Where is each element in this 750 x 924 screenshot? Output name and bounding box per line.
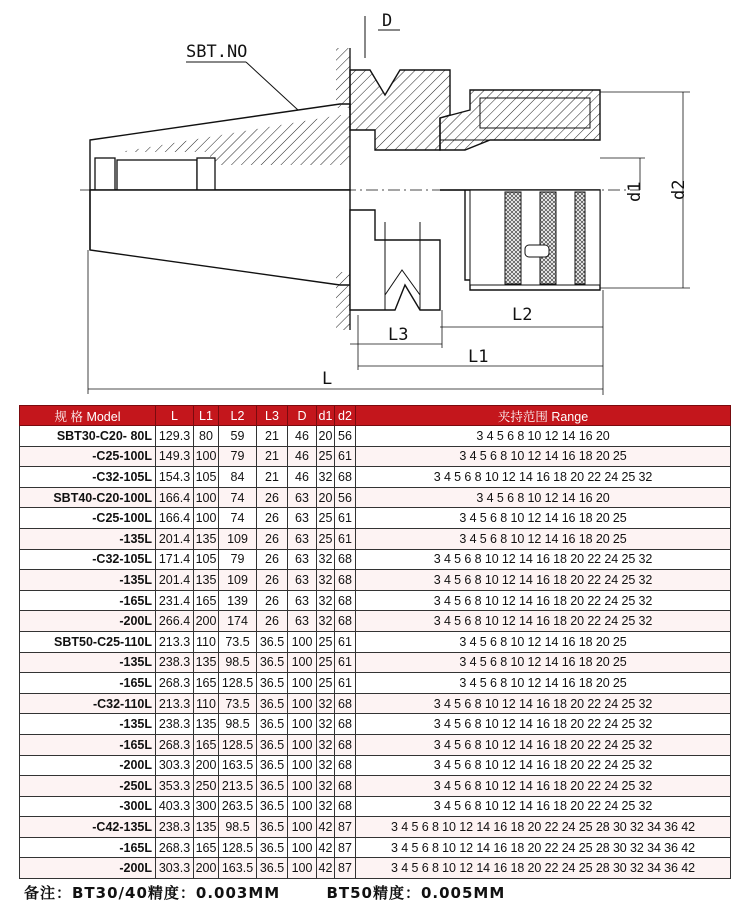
- table-row: [20, 631, 731, 652]
- value-cell: 26: [257, 570, 288, 591]
- value-cell: 36.5: [257, 734, 288, 755]
- range-cell: 3 4 5 6 8 10 12 14 16 18 20 25: [356, 631, 731, 652]
- value-cell: 266.4: [156, 611, 194, 632]
- value-cell: 100: [194, 446, 219, 467]
- value-cell: 61: [335, 528, 356, 549]
- column-header: L2: [219, 406, 257, 426]
- model-cell: -250L: [20, 776, 156, 797]
- value-cell: 25: [317, 446, 335, 467]
- value-cell: 80: [194, 426, 219, 447]
- model-cell: -165L: [20, 734, 156, 755]
- value-cell: 100: [288, 693, 317, 714]
- model-cell: SBT40-C20-100L: [20, 487, 156, 508]
- value-cell: 135: [194, 652, 219, 673]
- value-cell: 268.3: [156, 837, 194, 858]
- value-cell: 63: [288, 528, 317, 549]
- value-cell: 135: [194, 570, 219, 591]
- value-cell: 165: [194, 673, 219, 694]
- range-cell: 3 4 5 6 8 10 12 14 16 20: [356, 426, 731, 447]
- value-cell: 201.4: [156, 570, 194, 591]
- value-cell: 250: [194, 776, 219, 797]
- value-cell: 68: [335, 467, 356, 488]
- value-cell: 135: [194, 528, 219, 549]
- range-cell: 3 4 5 6 8 10 12 14 16 18 20 22 24 25 32: [356, 590, 731, 611]
- value-cell: 100: [288, 755, 317, 776]
- value-cell: 98.5: [219, 652, 257, 673]
- table-row: [20, 714, 731, 735]
- value-cell: 36.5: [257, 796, 288, 817]
- value-cell: 61: [335, 673, 356, 694]
- range-cell: 3 4 5 6 8 10 12 14 16 18 20 22 24 25 32: [356, 796, 731, 817]
- value-cell: 36.5: [257, 837, 288, 858]
- value-cell: 98.5: [219, 714, 257, 735]
- value-cell: 73.5: [219, 631, 257, 652]
- range-cell: 3 4 5 6 8 10 12 14 16 18 20 25: [356, 528, 731, 549]
- value-cell: 26: [257, 508, 288, 529]
- value-cell: 403.3: [156, 796, 194, 817]
- value-cell: 100: [288, 714, 317, 735]
- value-cell: 268.3: [156, 734, 194, 755]
- model-cell: -200L: [20, 611, 156, 632]
- label-L: L: [322, 369, 333, 389]
- table-row: [20, 673, 731, 694]
- label-L3: L3: [388, 325, 409, 345]
- model-cell: -C32-105L: [20, 549, 156, 570]
- value-cell: 32: [317, 611, 335, 632]
- value-cell: 165: [194, 837, 219, 858]
- table-row: [20, 734, 731, 755]
- value-cell: 56: [335, 426, 356, 447]
- range-cell: 3 4 5 6 8 10 12 14 16 18 20 22 24 25 32: [356, 693, 731, 714]
- value-cell: 32: [317, 467, 335, 488]
- range-cell: 3 4 5 6 8 10 12 14 16 18 20 22 24 25 32: [356, 755, 731, 776]
- value-cell: 46: [288, 467, 317, 488]
- value-cell: 174: [219, 611, 257, 632]
- column-header: L3: [257, 406, 288, 426]
- value-cell: 105: [194, 467, 219, 488]
- table-row: [20, 776, 731, 797]
- model-cell: -200L: [20, 755, 156, 776]
- value-cell: 68: [335, 611, 356, 632]
- value-cell: 61: [335, 652, 356, 673]
- value-cell: 25: [317, 508, 335, 529]
- value-cell: 68: [335, 755, 356, 776]
- table-header-row: [20, 406, 731, 426]
- value-cell: 32: [317, 755, 335, 776]
- table-row: [20, 528, 731, 549]
- label-part-no: SBT.NO: [186, 42, 248, 62]
- column-header: L: [156, 406, 194, 426]
- value-cell: 268.3: [156, 673, 194, 694]
- value-cell: 213.5: [219, 776, 257, 797]
- table-row: [20, 652, 731, 673]
- value-cell: 36.5: [257, 755, 288, 776]
- value-cell: 32: [317, 714, 335, 735]
- range-cell: 3 4 5 6 8 10 12 14 16 20: [356, 487, 731, 508]
- value-cell: 238.3: [156, 652, 194, 673]
- range-cell: 3 4 5 6 8 10 12 14 16 18 20 22 24 25 32: [356, 549, 731, 570]
- value-cell: 32: [317, 570, 335, 591]
- value-cell: 21: [257, 426, 288, 447]
- value-cell: 74: [219, 508, 257, 529]
- range-cell: 3 4 5 6 8 10 12 14 16 18 20 22 24 25 32: [356, 611, 731, 632]
- value-cell: 26: [257, 611, 288, 632]
- range-cell: 3 4 5 6 8 10 12 14 16 18 20 22 24 25 32: [356, 714, 731, 735]
- value-cell: 213.3: [156, 631, 194, 652]
- value-cell: 238.3: [156, 714, 194, 735]
- value-cell: 26: [257, 487, 288, 508]
- value-cell: 100: [288, 631, 317, 652]
- value-cell: 36.5: [257, 817, 288, 838]
- value-cell: 110: [194, 693, 219, 714]
- technical-drawing: [0, 0, 750, 405]
- value-cell: 68: [335, 714, 356, 735]
- value-cell: 79: [219, 549, 257, 570]
- model-cell: -C32-105L: [20, 467, 156, 488]
- value-cell: 59: [219, 426, 257, 447]
- value-cell: 213.3: [156, 693, 194, 714]
- model-cell: -135L: [20, 570, 156, 591]
- value-cell: 26: [257, 590, 288, 611]
- table-row: [20, 837, 731, 858]
- spec-table: [19, 405, 731, 879]
- value-cell: 84: [219, 467, 257, 488]
- value-cell: 166.4: [156, 487, 194, 508]
- value-cell: 149.3: [156, 446, 194, 467]
- table-row: [20, 508, 731, 529]
- value-cell: 166.4: [156, 508, 194, 529]
- value-cell: 36.5: [257, 631, 288, 652]
- value-cell: 68: [335, 776, 356, 797]
- value-cell: 36.5: [257, 693, 288, 714]
- value-cell: 163.5: [219, 858, 257, 879]
- value-cell: 303.3: [156, 755, 194, 776]
- model-cell: SBT50-C25-110L: [20, 631, 156, 652]
- model-cell: -165L: [20, 837, 156, 858]
- label-L2: L2: [512, 305, 533, 325]
- value-cell: 32: [317, 590, 335, 611]
- value-cell: 68: [335, 796, 356, 817]
- value-cell: 25: [317, 673, 335, 694]
- value-cell: 42: [317, 837, 335, 858]
- model-cell: -200L: [20, 858, 156, 879]
- value-cell: 68: [335, 549, 356, 570]
- column-header: d2: [335, 406, 356, 426]
- value-cell: 63: [288, 549, 317, 570]
- value-cell: 46: [288, 426, 317, 447]
- range-cell: 3 4 5 6 8 10 12 14 16 18 20 25: [356, 673, 731, 694]
- model-cell: -165L: [20, 590, 156, 611]
- value-cell: 61: [335, 631, 356, 652]
- range-cell: 3 4 5 6 8 10 12 14 16 18 20 22 24 25 32: [356, 734, 731, 755]
- footer-note-bt50: BT50精度：0.005MM: [326, 884, 506, 902]
- value-cell: 100: [194, 508, 219, 529]
- value-cell: 21: [257, 467, 288, 488]
- range-cell: 3 4 5 6 8 10 12 14 16 18 20 22 24 25 28 30 32 34 36 42: [356, 817, 731, 838]
- range-cell: 3 4 5 6 8 10 12 14 16 18 20 25: [356, 652, 731, 673]
- value-cell: 238.3: [156, 817, 194, 838]
- column-header: d1: [317, 406, 335, 426]
- value-cell: 100: [288, 673, 317, 694]
- value-cell: 303.3: [156, 858, 194, 879]
- value-cell: 68: [335, 570, 356, 591]
- label-d2: d2: [669, 179, 689, 200]
- value-cell: 25: [317, 652, 335, 673]
- value-cell: 171.4: [156, 549, 194, 570]
- value-cell: 135: [194, 817, 219, 838]
- value-cell: 36.5: [257, 858, 288, 879]
- value-cell: 36.5: [257, 776, 288, 797]
- value-cell: 154.3: [156, 467, 194, 488]
- value-cell: 26: [257, 549, 288, 570]
- value-cell: 100: [288, 652, 317, 673]
- value-cell: 32: [317, 693, 335, 714]
- column-header: L1: [194, 406, 219, 426]
- label-L1: L1: [468, 347, 489, 367]
- value-cell: 68: [335, 590, 356, 611]
- value-cell: 36.5: [257, 673, 288, 694]
- value-cell: 20: [317, 487, 335, 508]
- value-cell: 74: [219, 487, 257, 508]
- value-cell: 61: [335, 508, 356, 529]
- value-cell: 165: [194, 590, 219, 611]
- value-cell: 25: [317, 631, 335, 652]
- table-body: [20, 426, 731, 879]
- footer-note: [24, 882, 545, 903]
- range-cell: 3 4 5 6 8 10 12 14 16 18 20 22 24 25 32: [356, 570, 731, 591]
- value-cell: 135: [194, 714, 219, 735]
- value-cell: 68: [335, 693, 356, 714]
- model-cell: -C42-135L: [20, 817, 156, 838]
- value-cell: 231.4: [156, 590, 194, 611]
- value-cell: 25: [317, 528, 335, 549]
- value-cell: 128.5: [219, 673, 257, 694]
- value-cell: 63: [288, 570, 317, 591]
- value-cell: 32: [317, 734, 335, 755]
- value-cell: 32: [317, 796, 335, 817]
- value-cell: 109: [219, 528, 257, 549]
- value-cell: 63: [288, 487, 317, 508]
- value-cell: 46: [288, 446, 317, 467]
- value-cell: 200: [194, 858, 219, 879]
- table-row: [20, 426, 731, 447]
- value-cell: 63: [288, 508, 317, 529]
- value-cell: 36.5: [257, 714, 288, 735]
- value-cell: 63: [288, 590, 317, 611]
- table-row: [20, 693, 731, 714]
- value-cell: 100: [288, 817, 317, 838]
- value-cell: 110: [194, 631, 219, 652]
- value-cell: 79: [219, 446, 257, 467]
- range-cell: 3 4 5 6 8 10 12 14 16 18 20 25: [356, 508, 731, 529]
- table-row: [20, 487, 731, 508]
- column-header: 夹持范围 Range: [356, 406, 731, 426]
- value-cell: 63: [288, 611, 317, 632]
- value-cell: 73.5: [219, 693, 257, 714]
- value-cell: 109: [219, 570, 257, 591]
- value-cell: 128.5: [219, 734, 257, 755]
- value-cell: 100: [288, 776, 317, 797]
- value-cell: 56: [335, 487, 356, 508]
- value-cell: 139: [219, 590, 257, 611]
- value-cell: 100: [288, 858, 317, 879]
- table-row: [20, 817, 731, 838]
- label-d1: d1: [625, 181, 645, 202]
- value-cell: 87: [335, 837, 356, 858]
- footer-note-bt30-40: 备注：BT30/40精度：0.003MM: [24, 884, 281, 902]
- value-cell: 100: [288, 837, 317, 858]
- model-cell: -135L: [20, 652, 156, 673]
- model-cell: -C25-100L: [20, 446, 156, 467]
- table-row: [20, 446, 731, 467]
- model-cell: -300L: [20, 796, 156, 817]
- table-row: [20, 570, 731, 591]
- value-cell: 26: [257, 528, 288, 549]
- value-cell: 263.5: [219, 796, 257, 817]
- value-cell: 42: [317, 817, 335, 838]
- value-cell: 353.3: [156, 776, 194, 797]
- value-cell: 21: [257, 446, 288, 467]
- value-cell: 201.4: [156, 528, 194, 549]
- value-cell: 129.3: [156, 426, 194, 447]
- label-D: D: [382, 11, 393, 31]
- table-row: [20, 755, 731, 776]
- value-cell: 165: [194, 734, 219, 755]
- value-cell: 87: [335, 858, 356, 879]
- table-row: [20, 590, 731, 611]
- value-cell: 100: [194, 487, 219, 508]
- model-cell: -135L: [20, 528, 156, 549]
- value-cell: 98.5: [219, 817, 257, 838]
- value-cell: 68: [335, 734, 356, 755]
- value-cell: 200: [194, 611, 219, 632]
- range-cell: 3 4 5 6 8 10 12 14 16 18 20 22 24 25 32: [356, 467, 731, 488]
- value-cell: 32: [317, 776, 335, 797]
- model-cell: -C25-100L: [20, 508, 156, 529]
- value-cell: 20: [317, 426, 335, 447]
- table-row: [20, 796, 731, 817]
- table-row: [20, 858, 731, 879]
- model-cell: -165L: [20, 673, 156, 694]
- value-cell: 100: [288, 796, 317, 817]
- model-cell: SBT30-C20- 80L: [20, 426, 156, 447]
- value-cell: 42: [317, 858, 335, 879]
- value-cell: 61: [335, 446, 356, 467]
- table-row: [20, 467, 731, 488]
- value-cell: 300: [194, 796, 219, 817]
- value-cell: 32: [317, 549, 335, 570]
- table-row: [20, 549, 731, 570]
- column-header: D: [288, 406, 317, 426]
- table-row: [20, 611, 731, 632]
- range-cell: 3 4 5 6 8 10 12 14 16 18 20 22 24 25 28 30 32 34 36 42: [356, 858, 731, 879]
- model-cell: -C32-110L: [20, 693, 156, 714]
- value-cell: 200: [194, 755, 219, 776]
- value-cell: 100: [288, 734, 317, 755]
- value-cell: 163.5: [219, 755, 257, 776]
- value-cell: 36.5: [257, 652, 288, 673]
- range-cell: 3 4 5 6 8 10 12 14 16 18 20 22 24 25 32: [356, 776, 731, 797]
- model-cell: -135L: [20, 714, 156, 735]
- value-cell: 128.5: [219, 837, 257, 858]
- value-cell: 87: [335, 817, 356, 838]
- range-cell: 3 4 5 6 8 10 12 14 16 18 20 22 24 25 28 30 32 34 36 42: [356, 837, 731, 858]
- range-cell: 3 4 5 6 8 10 12 14 16 18 20 25: [356, 446, 731, 467]
- column-header: 规 格 Model: [20, 406, 156, 426]
- value-cell: 105: [194, 549, 219, 570]
